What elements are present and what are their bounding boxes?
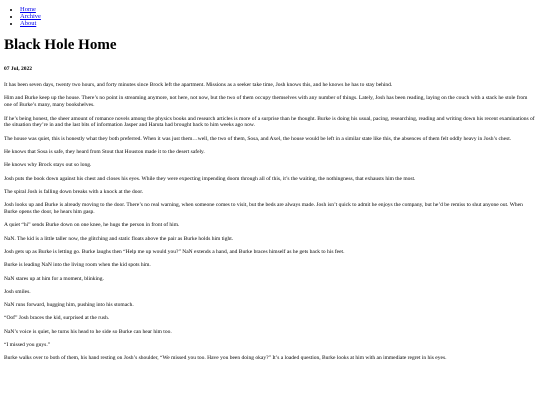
nav-item-archive (20, 13, 536, 20)
paragraph: NaN runs forward, hugging him, pushing into his stomach. (4, 302, 134, 309)
paragraph: NaN. The kid is a little taller now, the glitching and static floats above the pair as Burke holds him tight. (4, 235, 234, 242)
paragraph: NaN stares up at him for a moment, blinking. (4, 275, 104, 282)
paragraph: He knows that Sosa is safe, they heard from Stout that Houston made it to the desert safely. (4, 149, 205, 155)
paragraph: He knows why Brock stays out so long. (4, 162, 92, 169)
paragraph: “Oof” Josh braces the kid, surprised at the rush. (4, 315, 110, 322)
paragraph: A quiet “hi” sends Burke down on one knee, he hugs the person in front of him. (4, 222, 180, 229)
paragraph: The spiral Josh is falling down breaks with a knock at the door. (4, 188, 144, 195)
paragraph: “I missed you guys.” (4, 342, 51, 349)
paragraph: Him and Burke keep up the house. There’s no point in streaming anymore, not here, not now, but the two of them occupy themselves with any number of things. Lately, Josh has been reading, laying on the couch with a stack he stole from one of Burke’s many, many bookshelves. (4, 95, 528, 109)
site-nav (4, 6, 536, 27)
post-body (4, 82, 536, 362)
paragraph: NaN’s voice is quiet, he turns his head to he side so Burke can hear him too. (4, 328, 172, 335)
paragraph: If he’s being honest, the sheer amount of romance novels among the physics books and research articles is more of a surprise than he thought. Burke is doing his usual, pacing, researching, reading and writing down his recent examinations of the situation they’re in and the last bits of information Jasper and Haruta had brought back to him weeks ago now. (4, 115, 535, 129)
paragraph: Josh puts the book down against his chest and closes his eyes. While they were expecting impending doom through all of this, it’s the waiting, the nothingness, that exhausts him the most. (4, 175, 416, 182)
paragraph: Josh looks up and Burke is already moving to the door. There’s no real warning, when someone comes to visit, but the beds are always made. Josh isn’t quick to admit he enjoys the company, but he’d be remiss to shut anyone out. When Burke opens the door, he hears him gasp. (4, 202, 523, 216)
nav-item-about (20, 20, 536, 27)
nav-link-archive[interactable]: Archive (20, 13, 41, 20)
paragraph: Burke is leading NaN into the living room when the kid spots him. (4, 262, 151, 269)
paragraph: Josh gets up as Burke is letting go. Burke laughs then “Help me up would you?” NaN extends a hand, and Burke braces himself as he gets back to his feet. (4, 248, 345, 255)
paragraph: Josh smiles. (4, 288, 31, 295)
paragraph: Burke walks over to both of them, his hand resting on Josh’s shoulder, “We missed you too. Have you been doing okay?” It’s a loaded question, Burke looks at him with an immediate regret in his eyes. (4, 355, 447, 362)
paragraph: The house was quiet, this is honestly what they both preferred. When it was just them…well, the two of them, Sosa, and Axel, the house would be left in a similar state like this, the absences of them felt oddly heavy in Josh’s chest. (4, 135, 512, 142)
post-title: Black Hole Home (4, 37, 117, 53)
post-date: 07 Jul, 2022 (4, 66, 32, 72)
nav-link-about[interactable]: About (20, 20, 37, 27)
paragraph: It has been seven days, twenty two hours, and forty minutes since Brock left the apartment. Missions as a seeker take time, Josh knows this, and he knows he has to stay behind. (4, 82, 393, 88)
nav-link-home[interactable]: Home (20, 6, 36, 13)
nav-item-home (20, 6, 536, 13)
